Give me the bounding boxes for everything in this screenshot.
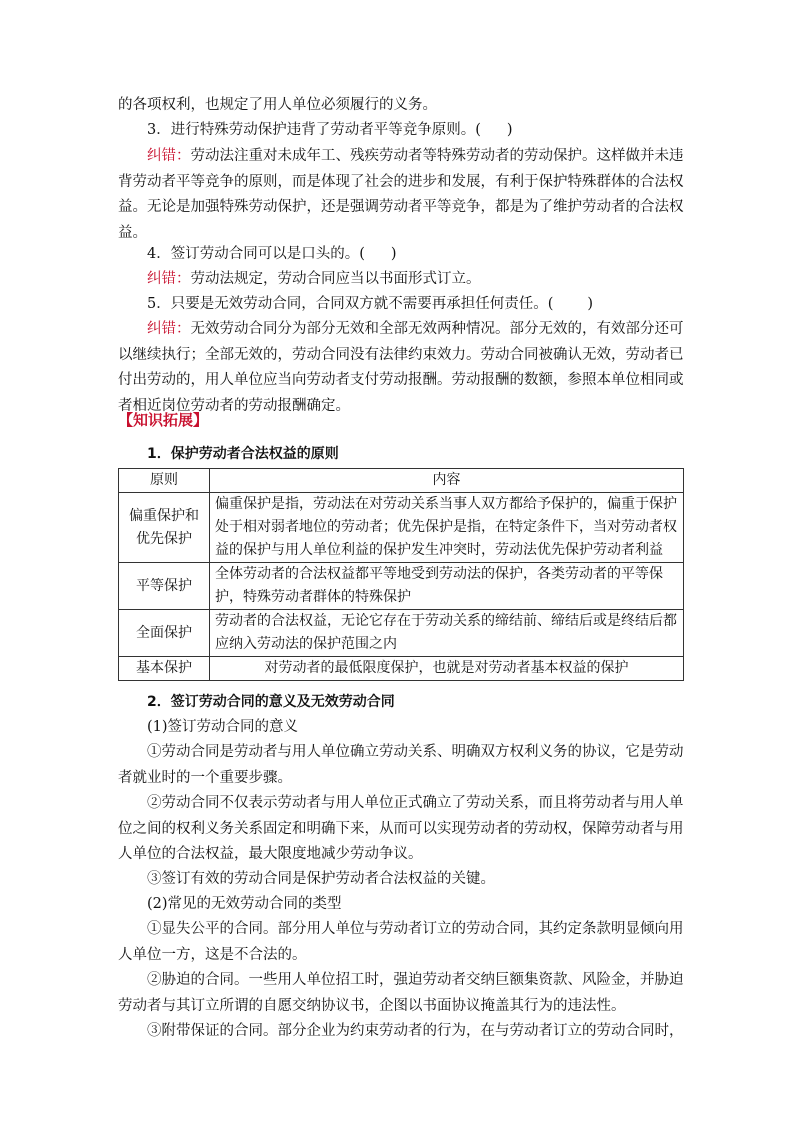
- principle-cell: 基本保护: [119, 657, 210, 681]
- question-3-close: ): [506, 122, 513, 138]
- correction-4-text: 劳动法规定，劳动合同应当以书面形式订立。: [190, 271, 481, 287]
- table-row: [119, 610, 684, 657]
- continued-paragraph: 的各项权利，也规定了用人单位必须履行的义务。: [118, 97, 437, 113]
- correction-4: [118, 267, 684, 293]
- question-5-close: ): [587, 296, 594, 312]
- paragraph-6: ③附带保证的合同。部分企业为约束劳动者的行为，在与劳动者订立的劳动合同时，: [147, 1023, 684, 1039]
- correction-3-text: 劳动法注重对未成年工、残疾劳动者等特殊劳动者的劳动保护。这样做并未违背劳动者平等竞争的原则，而是体现了社会的进步和发展，有利于保护特殊群体的合法权益。无论是加强特殊劳动保护，还是强调劳动者平等竞争，都是为了维护劳动者的合法权益。: [118, 148, 684, 241]
- question-5-text: 5．只要是无效劳动合同，合同双方就不需要再承担任何责任。(: [147, 296, 554, 312]
- correction-label: 纠错：: [147, 148, 191, 164]
- principles-table: [118, 468, 684, 681]
- correction-5: [118, 317, 684, 419]
- part-2-title: (2)常见的无效劳动合同的类型: [147, 896, 342, 912]
- question-4: [118, 242, 684, 268]
- principle-cell: 全面保护: [119, 610, 210, 657]
- correction-5-text: 无效劳动合同分为部分无效和全部无效两种情况。部分无效的，有效部分还可以继续执行；全部无效的，劳动合同没有法律约束效力。劳动合同被确认无效，劳动者已付出劳动的，用人单位应当向劳动者支付劳动报酬。劳动报酬的数额，参照本单位相同或者相近岗位劳动者的劳动报酬确定。: [118, 321, 684, 414]
- table-row: [119, 563, 684, 610]
- content-cell: 对劳动者的最低限度保护，也就是对劳动者基本权益的保护: [210, 657, 684, 681]
- paragraph-3: ③签订有效的劳动合同是保护劳动者合法权益的关键。: [147, 871, 495, 887]
- principle-cell: 偏重保护和优先保护: [119, 493, 210, 563]
- content-cell: 全体劳动者的合法权益都平等地受到劳动法的保护，各类劳动者的平等保护，特殊劳动者群体的特殊保护: [210, 563, 684, 610]
- header-principle: 原则: [119, 469, 210, 493]
- question-4-close: ): [390, 246, 397, 262]
- subsection-1-title: 1．保护劳动者合法权益的原则: [147, 446, 339, 462]
- correction-3: [118, 144, 684, 246]
- table-row: [119, 657, 684, 681]
- paragraph-2: ②劳动合同不仅表示劳动者与用人单位正式确立了劳动关系，而且将劳动者与用人单位之间的权利义务关系固定和明确下来，从而可以实现劳动者的劳动权，保障劳动者与用人单位的合法权益，最大限度地减少劳动争议。: [118, 795, 684, 862]
- correction-label: 纠错：: [147, 321, 191, 337]
- principle-cell: 平等保护: [119, 563, 210, 610]
- paragraph-4: ①显失公平的合同。部分用人单位与劳动者订立的劳动合同，其约定条款明显倾向用人单位一方，这是不合法的。: [118, 921, 684, 963]
- content-cell: 劳动者的合法权益，无论它存在于劳动关系的缔结前、缔结后或是终结后都应纳入劳动法的保护范围之内: [210, 610, 684, 657]
- subsection-2-title: 2．签订劳动合同的意义及无效劳动合同: [147, 694, 395, 710]
- table-header-row: [119, 469, 684, 493]
- part-1-title: (1)签订劳动合同的意义: [147, 719, 299, 735]
- content-cell: 偏重保护是指，劳动法在对劳动关系当事人双方都给予保护的，偏重于保护处于相对弱者地位的劳动者；优先保护是指，在特定条件下，当对劳动者权益的保护与用人单位利益的保护发生冲突时，劳动法优先保护劳动者利益: [210, 493, 684, 563]
- paragraph-5: ②胁迫的合同。一些用人单位招工时，强迫劳动者交纳巨额集资款、风险金，并胁迫劳动者与其订立所谓的自愿交纳协议书，企图以书面协议掩盖其行为的违法性。: [118, 972, 684, 1014]
- paragraph-1: ①劳动合同是劳动者与用人单位确立劳动关系、明确双方权利义务的协议，它是劳动者就业时的一个重要步骤。: [118, 744, 684, 786]
- header-content: 内容: [210, 469, 684, 493]
- section-title: 【知识拓展】: [118, 411, 209, 429]
- table-row: [119, 493, 684, 563]
- correction-label: 纠错：: [147, 271, 191, 287]
- question-3: [118, 118, 684, 144]
- question-5: [118, 292, 684, 318]
- question-4-text: 4．签订劳动合同可以是口头的。(: [147, 246, 365, 262]
- question-3-text: 3．进行特殊劳动保护违背了劳动者平等竞争原则。(: [147, 122, 481, 138]
